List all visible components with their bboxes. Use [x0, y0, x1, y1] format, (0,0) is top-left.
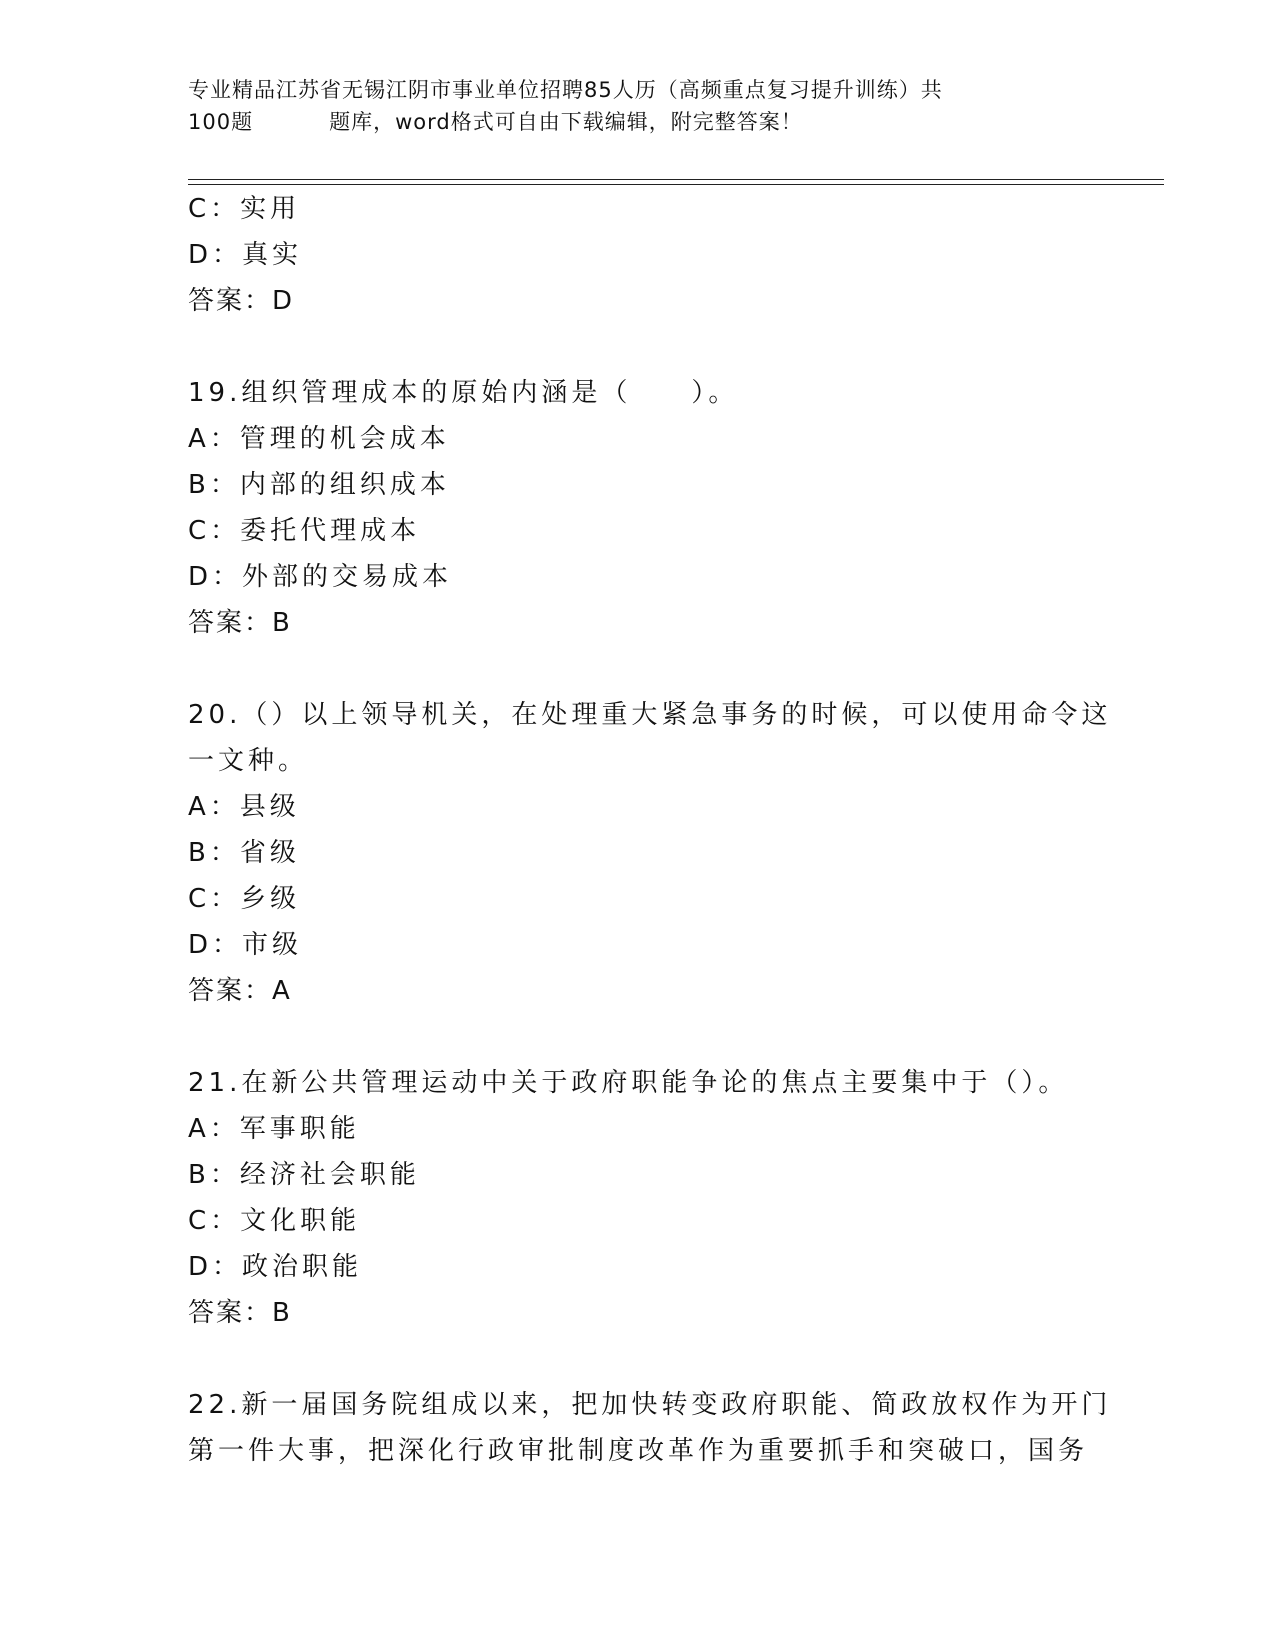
- option-a: A：县级: [188, 792, 300, 822]
- option-d: D：外部的交易成本: [188, 562, 453, 592]
- question-text: 21.在新公共管理运动中关于政府职能争论的焦点主要集中于（）。: [188, 1068, 1069, 1098]
- answer-line: 答案：B: [188, 608, 292, 638]
- option-d: D：政治职能: [188, 1252, 363, 1282]
- question-text-line-2: 第一件大事，把深化行政审批制度改革作为重要抓手和突破口，国务: [188, 1436, 1089, 1466]
- header-line-1: 专业精品江苏省无锡江阴市事业单位招聘85人历（高频重点复习提升训练）共: [188, 78, 943, 102]
- question-text-line-2: 一文种。: [188, 746, 309, 776]
- question-block-19: [188, 370, 1088, 646]
- option-b: B：经济社会职能: [188, 1160, 420, 1190]
- question-list: [188, 186, 1112, 1474]
- option-c: C：文化职能: [188, 1206, 361, 1236]
- question-text-line-1: 20.（）以上领导机关，在处理重大紧急事务的时候，可以使用命令这: [188, 700, 1112, 730]
- option-a: A：管理的机会成本: [188, 424, 450, 454]
- question-block-20: [188, 692, 1112, 1014]
- option-c: C：实用: [188, 194, 301, 224]
- question-text: 19.组织管理成本的原始内涵是（ ）。: [188, 378, 739, 408]
- answer-line: 答案：A: [188, 976, 292, 1006]
- header-count: 100题: [188, 110, 254, 134]
- header-description: 题库，word格式可自由下载编辑，附完整答案！: [329, 110, 803, 134]
- question-block-22: [188, 1382, 1112, 1474]
- option-c: C：乡级: [188, 884, 301, 914]
- option-b: B：内部的组织成本: [188, 470, 450, 500]
- option-c: C：委托代理成本: [188, 516, 421, 546]
- header-divider-top: [188, 179, 1164, 180]
- header-line-2: [188, 106, 1088, 138]
- answer-line: 答案：B: [188, 1298, 292, 1328]
- question-block-prev: [188, 186, 1088, 324]
- option-a: A：军事职能: [188, 1114, 360, 1144]
- option-d: D：真实: [188, 240, 303, 270]
- header-divider-bottom: [188, 184, 1164, 185]
- question-text-line-1: 22.新一届国务院组成以来，把加快转变政府职能、简政放权作为开门: [188, 1390, 1112, 1420]
- answer-line: 答案：D: [188, 286, 295, 316]
- document-header: [188, 74, 1088, 138]
- option-d: D：市级: [188, 930, 303, 960]
- option-b: B：省级: [188, 838, 300, 868]
- question-block-21: [188, 1060, 1088, 1336]
